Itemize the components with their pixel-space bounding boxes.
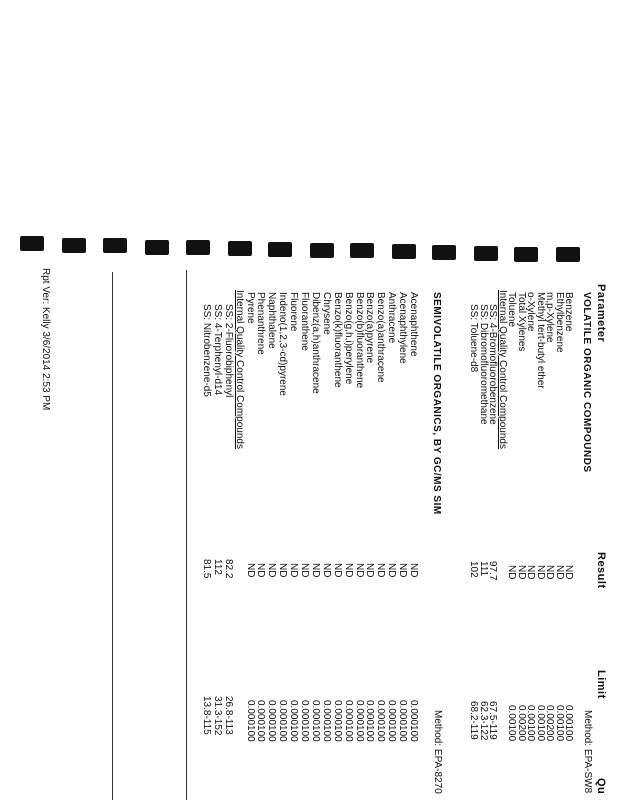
limit-value: 0.00100 <box>534 705 546 742</box>
redaction-block <box>350 243 374 258</box>
qc-header: Internal Quality Control Compounds <box>496 290 508 449</box>
limit-value: 0.00100 <box>563 705 574 742</box>
parameter-name: Methyl tert-butyl ether <box>534 292 546 389</box>
result-value: ND <box>353 563 365 578</box>
result-value: ND <box>244 563 256 578</box>
result-value: ND <box>364 563 376 578</box>
qc-parameter-name: SS: 4-Terphenyl-d14 <box>211 304 223 396</box>
qc-parameter-name: SS: Dibromofluoromethane <box>477 304 489 425</box>
redaction-block <box>432 245 456 260</box>
qc-result-value: 81.5 <box>200 559 212 579</box>
result-value: ND <box>266 563 278 578</box>
result-value: ND <box>288 563 300 578</box>
parameter-name: Total Xylenes <box>515 292 527 352</box>
footer-report-version: Rpt Ver: Kelly 3/6/2014 2:53 PM <box>40 268 51 411</box>
parameter-name: Benzo(k)fluoranthene <box>331 292 343 388</box>
redaction-block <box>268 242 292 257</box>
parameter-name: Benzo(a)anthracene <box>375 292 387 383</box>
parameter-name: o-Xylene <box>525 292 536 332</box>
parameter-name: Chrysene <box>320 292 332 335</box>
qc-limit-value: 31.3-152 <box>211 696 223 736</box>
qc-result-value: 102 <box>468 561 479 578</box>
limit-value: 0.000100 <box>386 700 398 742</box>
parameter-name: m,p-Xylene <box>544 292 555 343</box>
redaction-block <box>556 247 580 262</box>
header-parameter: Parameter <box>595 284 607 343</box>
qc-parameter-name: SS: Toluene-d8 <box>468 304 479 373</box>
redaction-block <box>310 243 334 258</box>
limit-value: 0.000100 <box>364 700 376 742</box>
redaction-block <box>514 247 538 262</box>
limit-value: 0.00100 <box>553 705 565 742</box>
limit-value: 0.000100 <box>331 700 343 742</box>
limit-value: 0.000100 <box>375 700 387 742</box>
limit-value: 0.000100 <box>299 700 310 742</box>
result-value: ND <box>342 563 354 578</box>
limit-value: 0.000100 <box>288 700 300 742</box>
limit-value: 0.00200 <box>544 705 555 742</box>
parameter-name: Anthracene <box>386 292 398 344</box>
parameter-name: Pyrene <box>244 292 256 324</box>
result-value: ND <box>375 563 387 578</box>
result-value: ND <box>525 565 536 580</box>
qc-parameter-name: SS: 2-Fluorobiphenyl <box>222 304 234 398</box>
qc-result-value: 112 <box>211 559 223 575</box>
parameter-name: Benzo(b)fluoranthene <box>353 292 365 389</box>
parameter-name: Fluoranthene <box>299 292 310 351</box>
result-value: ND <box>277 563 289 578</box>
result-value: ND <box>397 563 409 578</box>
result-value: ND <box>309 563 321 578</box>
qc-result-value: 97.7 <box>487 561 498 581</box>
parameter-name: Benzene <box>563 292 574 332</box>
parameter-name: Acenaphthene <box>408 292 419 357</box>
parameter-name: Indeno(1,2,3-cd)pyrene <box>277 292 289 396</box>
parameter-name: Phenanthrene <box>255 292 267 355</box>
redaction-block <box>474 246 498 261</box>
redaction-block <box>392 244 416 259</box>
limit-value: 0.000100 <box>277 700 289 742</box>
qc-limit-value: 68.2-119 <box>468 701 479 740</box>
result-value: ND <box>408 563 419 578</box>
divider-line-left <box>112 272 113 800</box>
result-value: ND <box>534 565 546 580</box>
parameter-name: Ethylbenzene <box>553 292 565 353</box>
parameter-name: Naphthalene <box>266 292 278 349</box>
voc-section-title: VOLATILE ORGANIC COMPOUNDS <box>581 292 592 473</box>
qc-limit-value: 26.8-113 <box>222 696 234 735</box>
parameter-name: Benzo(g,h,i)perylene <box>342 292 354 385</box>
limit-value: 0.000100 <box>255 700 267 742</box>
qc-limit-value: 62.3-122 <box>477 701 489 741</box>
header-qualifier: Qu <box>595 778 607 795</box>
parameter-name: Dibenz(a,h)anthracene <box>309 292 321 394</box>
redaction-block <box>62 238 86 253</box>
result-value: ND <box>553 565 565 580</box>
result-value: ND <box>506 565 517 580</box>
result-value: ND <box>386 563 398 578</box>
limit-value: 0.00100 <box>506 705 517 742</box>
qc-limit-value: 67.5-119 <box>487 701 498 740</box>
result-value: ND <box>544 565 555 580</box>
redaction-block <box>186 240 210 255</box>
qc-parameter-name: SS: Nitrobenzene-d5 <box>200 304 212 397</box>
result-value: ND <box>515 565 527 580</box>
limit-value: 0.000100 <box>266 700 278 742</box>
redaction-block <box>20 236 44 251</box>
parameter-name: Acenaphthylene <box>397 292 409 364</box>
header-limit: Limit <box>595 670 607 699</box>
qc-result-value: 82.2 <box>222 559 234 579</box>
parameter-name: Fluorene <box>288 292 300 332</box>
redaction-block <box>228 241 252 256</box>
result-value: ND <box>331 563 343 578</box>
limit-value: 0.000100 <box>309 700 321 742</box>
qc-limit-value: 13.8-115 <box>200 696 212 735</box>
parameter-name: Toluene <box>506 292 517 328</box>
svoc-section-title: SEMIVOLATILE ORGANICS, BY GC/MS SIM <box>431 292 442 515</box>
divider-line-main <box>186 270 187 800</box>
limit-value: 0.000100 <box>408 700 419 742</box>
redaction-block <box>103 238 127 253</box>
parameter-name: Benzo(a)pyrene <box>364 292 376 364</box>
qc-header: Internal Quality Control Compounds <box>233 290 245 449</box>
result-value: ND <box>299 563 310 578</box>
header-result: Result <box>595 552 607 589</box>
limit-value: 0.000100 <box>353 700 365 742</box>
svoc-method: Method: EPA-8270 <box>432 710 443 794</box>
limit-value: 0.000100 <box>342 700 354 742</box>
limit-value: 0.00200 <box>515 705 527 742</box>
qc-parameter-name: SS: 4-Bromofluorobenzene <box>487 304 498 425</box>
result-value: ND <box>255 563 267 578</box>
limit-value: 0.000100 <box>244 700 256 742</box>
voc-method: Method: EPA-SW8 <box>582 710 593 794</box>
result-value: ND <box>320 563 332 578</box>
redaction-block <box>145 240 169 255</box>
result-value: ND <box>563 565 574 580</box>
limit-value: 0.000100 <box>397 700 409 742</box>
limit-value: 0.00100 <box>525 705 536 742</box>
qc-result-value: 111 <box>477 561 489 577</box>
limit-value: 0.000100 <box>320 700 332 742</box>
